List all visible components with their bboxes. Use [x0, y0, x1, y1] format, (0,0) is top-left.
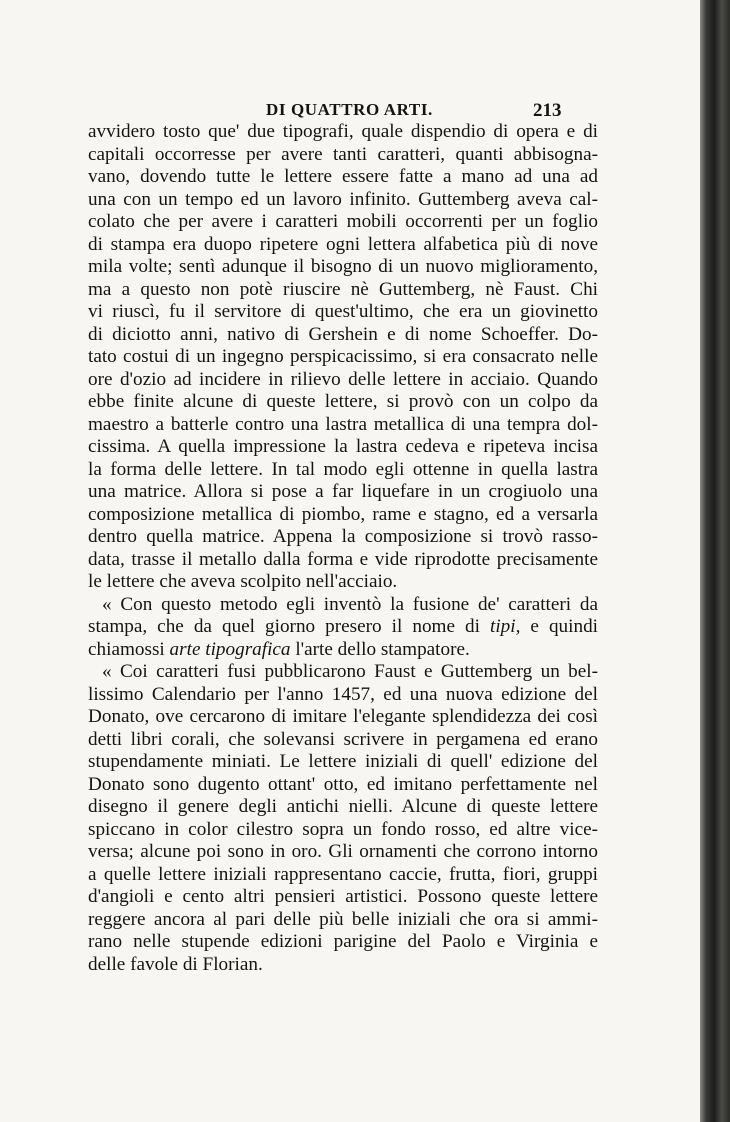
text-line: maestro a batterle contro una lastra metallica di una tempra dol- [88, 413, 598, 435]
text-line: avvidero tosto que' due tipografi, quale dispendio di opera e di [88, 121, 598, 142]
text-line: stupendamente miniati. Le lettere iniziali di quell' edizione del [88, 751, 598, 772]
text-line: « Coi caratteri fusi pubblicarono Faust e Guttemberg un bel- [102, 661, 598, 682]
text-line: rano nelle stupende edizioni parigine del Paolo e Virginia e [88, 931, 598, 952]
text-line: le lettere che aveva scolpito nell'acciaio. [88, 571, 398, 592]
text-line: disegno il genere degli antichi nielli. Alcune di queste lettere [88, 796, 598, 817]
text-line: di stampa era duopo ripetere ogni lettera alfabetica più di nove [88, 233, 598, 255]
text-line: una matrice. Allora si pose a far liquefare in un crogiuolo una [88, 481, 598, 502]
text-segment: stampa, che da quel giorno presero il nome di [88, 616, 490, 637]
text-line: Donato, ove cercarono di imitare l'elegante splendidezza dei così [88, 706, 598, 727]
text-line: ebbe finite alcune di queste lettere, si provò con un colpo da [88, 391, 598, 412]
text-line: tato costui di un ingegno perspicacissimo, si era consacrato nelle [88, 346, 598, 367]
body-text [88, 121, 598, 976]
text-line: composizione metallica di piombo, rame e stagno, ed a versarla [88, 503, 598, 525]
text-line: una con un tempo ed un lavoro infinito. Guttemberg aveva cal- [88, 188, 598, 210]
text-line: di diciotto anni, nativo di Gershein e di nome Schoeffer. Do- [88, 323, 598, 345]
text-line: reggere ancora al pari delle più belle iniziali che ora si ammi- [88, 908, 598, 930]
text-line: a quelle lettere iniziali rappresentano caccie, frutta, fiori, gruppi [88, 863, 598, 885]
text-line: capitali occorresse per avere tanti caratteri, quanti abbisogna- [88, 143, 598, 165]
text-line: Donato sono dugento ottant' otto, ed imitano perfettamente nel [88, 773, 598, 795]
text-line: d'angioli e cento altri pensieri artistici. Possono queste lettere [88, 886, 598, 907]
text-segment: chiamossi [88, 638, 170, 660]
text-line: detti libri corali, che solevansi scrivere in pergamena ed erano [88, 728, 598, 750]
text-line: lissimo Calendario per l'anno 1457, ed una nuova edizione del [88, 683, 598, 705]
text-line: dentro quella matrice. Appena la composizione si trovò rasso- [88, 526, 598, 547]
text-line: spiccano in color cilestro sopra un fondo rosso, ed altre vice- [88, 818, 598, 840]
text-line: vi riuscì, fu il servitore di quest'ultimo, che era un giovinetto [88, 301, 598, 322]
text-line: delle favole di Florian. [88, 953, 263, 975]
italic-term: tipi, [489, 616, 521, 637]
text-line: ma a questo non potè riuscire nè Guttemberg, nè Faust. Chi [88, 278, 598, 300]
text-line: data, trasse il metallo dalla forma e vide riprodotte precisamente [88, 548, 598, 570]
running-head: DI QUATTRO ARTI. [266, 100, 433, 119]
italic-term: arte tipografica [169, 638, 291, 660]
text-line [88, 616, 598, 639]
page-binding-edge [700, 0, 730, 1122]
text-line: mila volte; sentì adunque il bisogno di un nuovo miglioramento, [88, 256, 598, 277]
text-line: cissima. A quella impressione la lastra cedeva e ripeteva incisa [88, 436, 598, 457]
text-segment: l'arte dello stampatore. [290, 638, 470, 660]
text-line [88, 639, 598, 662]
text-line: ore d'ozio ad incidere in rilievo delle lettere in acciaio. Quando [88, 368, 598, 390]
text-line: colato che per avere i caratteri mobili occorrenti per un foglio [88, 211, 598, 232]
text-line: vano, dovendo tutte le lettere essere fatte a mano ad una ad [88, 166, 598, 187]
page-number: 213 [533, 100, 562, 121]
text-line: la forma delle lettere. In tal modo egli ottenne in quella lastra [88, 458, 598, 480]
text-line: versa; alcune poi sono in oro. Gli ornamenti che corrono intorno [88, 841, 598, 862]
text-line: « Con questo metodo egli inventò la fusione de' caratteri da [102, 593, 598, 615]
text-segment: e quindi [520, 616, 598, 637]
